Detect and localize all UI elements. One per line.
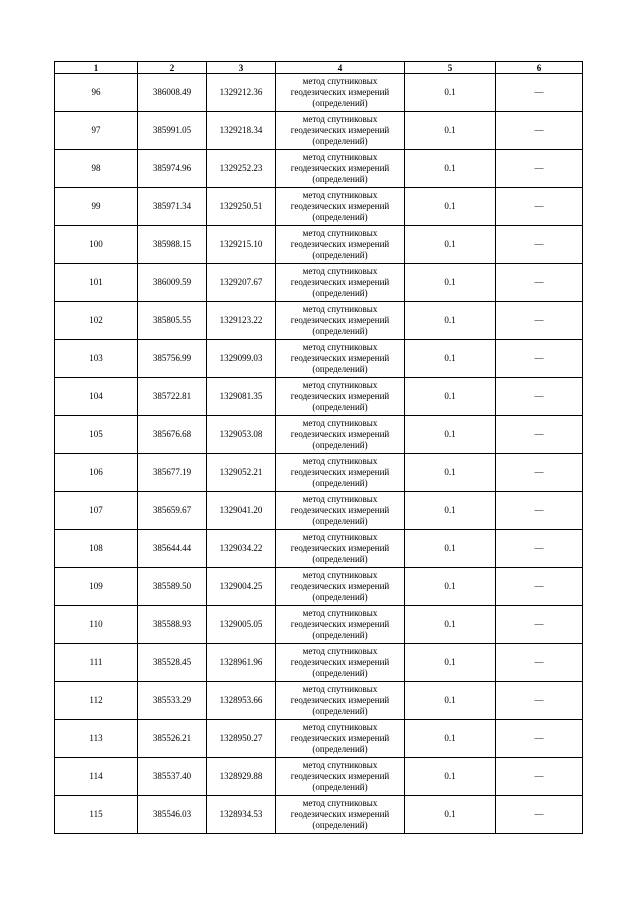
y-coordinate-cell: 1328961.96	[207, 644, 276, 682]
note-cell: —	[496, 454, 583, 492]
point-number-cell: 103	[55, 340, 138, 378]
table-row	[55, 530, 583, 568]
accuracy-cell: 0.1	[405, 112, 496, 150]
table-row	[55, 74, 583, 112]
accuracy-cell: 0.1	[405, 302, 496, 340]
column-header-3: 3	[207, 62, 276, 74]
y-coordinate-cell: 1328934.53	[207, 796, 276, 834]
x-coordinate-cell: 385546.03	[138, 796, 207, 834]
accuracy-cell: 0.1	[405, 644, 496, 682]
point-number-cell: 108	[55, 530, 138, 568]
point-number-cell: 101	[55, 264, 138, 302]
accuracy-cell: 0.1	[405, 454, 496, 492]
note-cell: —	[496, 644, 583, 682]
table-row	[55, 644, 583, 682]
x-coordinate-cell: 385971.34	[138, 188, 207, 226]
table-row	[55, 226, 583, 264]
method-cell: метод спутниковых геодезических измерений (определений)	[276, 416, 405, 454]
point-number-cell: 110	[55, 606, 138, 644]
column-header-6: 6	[496, 62, 583, 74]
x-coordinate-cell: 385722.81	[138, 378, 207, 416]
table-row	[55, 112, 583, 150]
point-number-cell: 111	[55, 644, 138, 682]
coordinates-table	[54, 61, 583, 834]
note-cell: —	[496, 720, 583, 758]
method-cell: метод спутниковых геодезических измерений (определений)	[276, 264, 405, 302]
table-row	[55, 568, 583, 606]
method-cell: метод спутниковых геодезических измерений (определений)	[276, 454, 405, 492]
accuracy-cell: 0.1	[405, 682, 496, 720]
x-coordinate-cell: 385677.19	[138, 454, 207, 492]
y-coordinate-cell: 1329207.67	[207, 264, 276, 302]
note-cell: —	[496, 530, 583, 568]
table-row	[55, 796, 583, 834]
point-number-cell: 113	[55, 720, 138, 758]
accuracy-cell: 0.1	[405, 492, 496, 530]
table-row	[55, 264, 583, 302]
method-cell: метод спутниковых геодезических измерений (определений)	[276, 340, 405, 378]
x-coordinate-cell: 386009.59	[138, 264, 207, 302]
table-row	[55, 416, 583, 454]
x-coordinate-cell: 385805.55	[138, 302, 207, 340]
method-cell: метод спутниковых геодезических измерений (определений)	[276, 150, 405, 188]
note-cell: —	[496, 302, 583, 340]
y-coordinate-cell: 1329034.22	[207, 530, 276, 568]
x-coordinate-cell: 385589.50	[138, 568, 207, 606]
note-cell: —	[496, 416, 583, 454]
y-coordinate-cell: 1329053.08	[207, 416, 276, 454]
accuracy-cell: 0.1	[405, 150, 496, 188]
table-row	[55, 606, 583, 644]
method-cell: метод спутниковых геодезических измерений (определений)	[276, 188, 405, 226]
note-cell: —	[496, 226, 583, 264]
method-cell: метод спутниковых геодезических измерений (определений)	[276, 226, 405, 264]
x-coordinate-cell: 385988.15	[138, 226, 207, 264]
note-cell: —	[496, 606, 583, 644]
table-row	[55, 378, 583, 416]
point-number-cell: 106	[55, 454, 138, 492]
accuracy-cell: 0.1	[405, 720, 496, 758]
method-cell: метод спутниковых геодезических измерений (определений)	[276, 758, 405, 796]
accuracy-cell: 0.1	[405, 530, 496, 568]
accuracy-cell: 0.1	[405, 758, 496, 796]
point-number-cell: 99	[55, 188, 138, 226]
method-cell: метод спутниковых геодезических измерений (определений)	[276, 682, 405, 720]
x-coordinate-cell: 385644.44	[138, 530, 207, 568]
method-cell: метод спутниковых геодезических измерений (определений)	[276, 112, 405, 150]
note-cell: —	[496, 378, 583, 416]
x-coordinate-cell: 385526.21	[138, 720, 207, 758]
accuracy-cell: 0.1	[405, 378, 496, 416]
note-cell: —	[496, 340, 583, 378]
note-cell: —	[496, 796, 583, 834]
method-cell: метод спутниковых геодезических измерений (определений)	[276, 378, 405, 416]
note-cell: —	[496, 112, 583, 150]
point-number-cell: 102	[55, 302, 138, 340]
table-body	[55, 74, 583, 834]
point-number-cell: 100	[55, 226, 138, 264]
x-coordinate-cell: 385528.45	[138, 644, 207, 682]
note-cell: —	[496, 682, 583, 720]
note-cell: —	[496, 150, 583, 188]
x-coordinate-cell: 385756.99	[138, 340, 207, 378]
note-cell: —	[496, 492, 583, 530]
table-row	[55, 758, 583, 796]
table-row	[55, 150, 583, 188]
table-row	[55, 682, 583, 720]
point-number-cell: 115	[55, 796, 138, 834]
point-number-cell: 109	[55, 568, 138, 606]
y-coordinate-cell: 1328950.27	[207, 720, 276, 758]
point-number-cell: 114	[55, 758, 138, 796]
method-cell: метод спутниковых геодезических измерений (определений)	[276, 302, 405, 340]
method-cell: метод спутниковых геодезических измерений (определений)	[276, 530, 405, 568]
table-row	[55, 302, 583, 340]
point-number-cell: 112	[55, 682, 138, 720]
x-coordinate-cell: 385588.93	[138, 606, 207, 644]
x-coordinate-cell: 385991.05	[138, 112, 207, 150]
y-coordinate-cell: 1329218.34	[207, 112, 276, 150]
point-number-cell: 107	[55, 492, 138, 530]
y-coordinate-cell: 1329052.21	[207, 454, 276, 492]
x-coordinate-cell: 385659.67	[138, 492, 207, 530]
x-coordinate-cell: 385533.29	[138, 682, 207, 720]
accuracy-cell: 0.1	[405, 226, 496, 264]
y-coordinate-cell: 1329250.51	[207, 188, 276, 226]
y-coordinate-cell: 1329081.35	[207, 378, 276, 416]
note-cell: —	[496, 264, 583, 302]
y-coordinate-cell: 1329099.03	[207, 340, 276, 378]
y-coordinate-cell: 1329004.25	[207, 568, 276, 606]
note-cell: —	[496, 74, 583, 112]
point-number-cell: 104	[55, 378, 138, 416]
y-coordinate-cell: 1329252.23	[207, 150, 276, 188]
y-coordinate-cell: 1329005.05	[207, 606, 276, 644]
method-cell: метод спутниковых геодезических измерений (определений)	[276, 644, 405, 682]
x-coordinate-cell: 385676.68	[138, 416, 207, 454]
header-row	[55, 62, 583, 74]
accuracy-cell: 0.1	[405, 264, 496, 302]
x-coordinate-cell: 385974.96	[138, 150, 207, 188]
y-coordinate-cell: 1329212.36	[207, 74, 276, 112]
table-row	[55, 720, 583, 758]
method-cell: метод спутниковых геодезических измерений (определений)	[276, 796, 405, 834]
accuracy-cell: 0.1	[405, 606, 496, 644]
y-coordinate-cell: 1329041.20	[207, 492, 276, 530]
method-cell: метод спутниковых геодезических измерений (определений)	[276, 492, 405, 530]
point-number-cell: 98	[55, 150, 138, 188]
column-header-4: 4	[276, 62, 405, 74]
x-coordinate-cell: 386008.49	[138, 74, 207, 112]
accuracy-cell: 0.1	[405, 796, 496, 834]
column-header-2: 2	[138, 62, 207, 74]
y-coordinate-cell: 1328929.88	[207, 758, 276, 796]
method-cell: метод спутниковых геодезических измерений (определений)	[276, 74, 405, 112]
point-number-cell: 105	[55, 416, 138, 454]
table-row	[55, 492, 583, 530]
accuracy-cell: 0.1	[405, 416, 496, 454]
accuracy-cell: 0.1	[405, 568, 496, 606]
column-header-1: 1	[55, 62, 138, 74]
accuracy-cell: 0.1	[405, 188, 496, 226]
point-number-cell: 97	[55, 112, 138, 150]
note-cell: —	[496, 568, 583, 606]
note-cell: —	[496, 188, 583, 226]
x-coordinate-cell: 385537.40	[138, 758, 207, 796]
y-coordinate-cell: 1329123.22	[207, 302, 276, 340]
y-coordinate-cell: 1329215.10	[207, 226, 276, 264]
accuracy-cell: 0.1	[405, 74, 496, 112]
point-number-cell: 96	[55, 74, 138, 112]
y-coordinate-cell: 1328953.66	[207, 682, 276, 720]
method-cell: метод спутниковых геодезических измерений (определений)	[276, 606, 405, 644]
table-row	[55, 454, 583, 492]
table-row	[55, 188, 583, 226]
method-cell: метод спутниковых геодезических измерений (определений)	[276, 720, 405, 758]
column-header-5: 5	[405, 62, 496, 74]
table-row	[55, 340, 583, 378]
method-cell: метод спутниковых геодезических измерений (определений)	[276, 568, 405, 606]
note-cell: —	[496, 758, 583, 796]
accuracy-cell: 0.1	[405, 340, 496, 378]
